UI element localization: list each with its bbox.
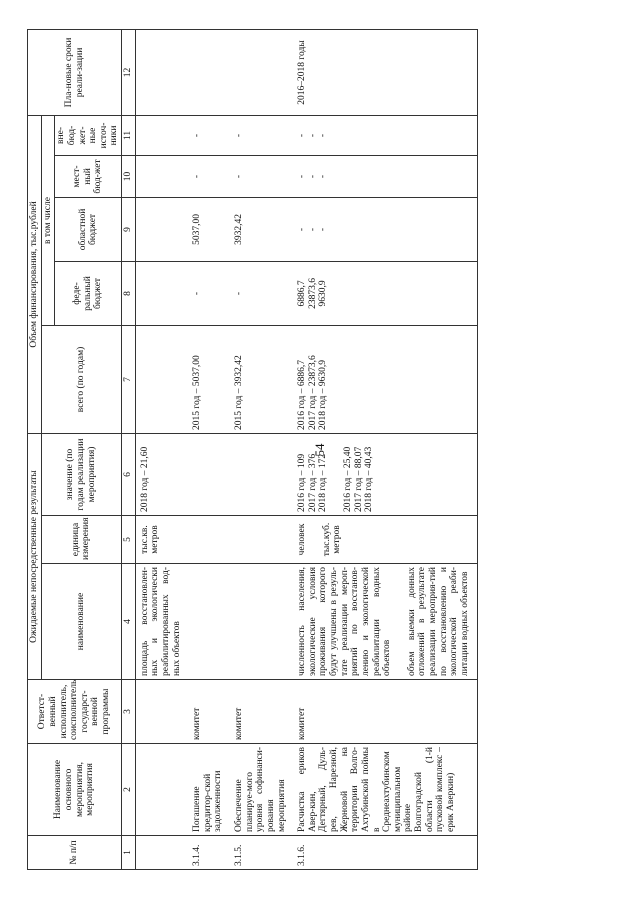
result-name: площадь восстановлен-ных и экологически реабилитированных вод-ных объектов (139, 567, 182, 676)
planned-terms-cell (135, 29, 188, 115)
result-value-cell (230, 433, 293, 515)
funding-regional-cell (135, 197, 188, 261)
table-row (293, 29, 477, 869)
responsible-executor (135, 680, 188, 744)
responsible-executor: комитет (188, 680, 230, 744)
result-value: 2017 год – 376 (307, 453, 318, 512)
funding-federal: 23873,6 (307, 278, 318, 309)
funding-local: - (318, 174, 329, 179)
header-including: в том числе (41, 115, 55, 325)
result-unit-cell (293, 516, 477, 564)
funding-regional-cell (230, 197, 293, 261)
result-name-cell (293, 564, 477, 680)
result-value: 2018 год – 172 (318, 453, 329, 512)
funding-local: - (307, 174, 318, 179)
funding-total-cell (188, 325, 230, 433)
funding-extra: - (297, 133, 308, 138)
column-number: 12 (122, 29, 136, 115)
result-value-cell (188, 433, 230, 515)
header-result-unit: единица измерения (41, 516, 121, 564)
column-number: 1 (122, 836, 136, 870)
program-activities-table (27, 29, 478, 870)
header-funding-volume: Объем финансирования, тыс.рублей (28, 115, 42, 433)
column-number: 2 (122, 744, 136, 836)
column-number: 11 (122, 115, 136, 155)
funding-total: 2015 год – 5037,00 (192, 355, 203, 430)
header-federal-budget: феде-ральный бюджет (55, 261, 122, 325)
funding-federal: 9630,9 (318, 280, 329, 307)
result-values (343, 437, 375, 512)
header-result-value: значение (по годам реализации мероприятия) (41, 433, 121, 515)
funding-regional-cell (188, 197, 230, 261)
header-extra-budget: вне-бюд-жет-ные источ-ники (55, 115, 122, 155)
funding-total-cell (293, 325, 477, 433)
column-number: 4 (122, 564, 136, 680)
activity-name: Погашение кредитор-ской задолженности (188, 744, 230, 836)
result-name-cell (135, 564, 188, 680)
funding-total: 2015 год – 3932,42 (234, 355, 244, 430)
result-value: 2017 год – 88,07 (353, 446, 364, 512)
result-name-cell (188, 564, 230, 680)
funding-federal-cell (293, 261, 477, 325)
planned-terms-cell (293, 29, 477, 115)
result-values (140, 437, 151, 512)
funding-federal: - (192, 291, 203, 296)
funding-total-cell (135, 325, 188, 433)
funding-total: 2017 год – 23873,6 (307, 355, 318, 430)
header-activity-name: Наименование основного мероприятия, мероприятия (28, 744, 122, 836)
funding-extra-cell (230, 115, 293, 155)
funding-federal-cell (230, 261, 293, 325)
funding-federal-cell (135, 261, 188, 325)
funding-total-cell (230, 325, 293, 433)
column-number: 5 (122, 516, 136, 564)
column-number: 8 (122, 261, 136, 325)
header-responsible: Ответст-венный исполнитель, соисполнитель государст-венной программы (28, 680, 122, 744)
result-unit: тыс.куб. метров (321, 522, 343, 557)
funding-extra-cell (293, 115, 477, 155)
funding-local: - (234, 174, 244, 179)
header-number: № п/п (28, 836, 122, 870)
planned-terms-cell (230, 29, 293, 115)
funding-regional: - (318, 227, 329, 232)
funding-extra: - (234, 133, 244, 138)
result-values (297, 437, 329, 512)
funding-local-cell (135, 155, 188, 197)
responsible-executor: комитет (230, 680, 293, 744)
activity-name: Обеспечение планируе-мого уровня софинанси-рования мероприятия (230, 744, 293, 836)
header-planned-terms: Пла-новые сроки реали-зации (28, 29, 122, 115)
table-row (135, 29, 188, 869)
funding-local-cell (188, 155, 230, 197)
header-funding-total: всего (по годам) (41, 325, 121, 433)
result-value: 2016 год – 109 (297, 453, 308, 512)
result-unit: тыс.кв. метров (139, 525, 161, 554)
planned-terms: 2016–2018 годы (297, 40, 308, 105)
result-unit: человек (297, 523, 308, 556)
funding-extra-cell (135, 115, 188, 155)
row-number: 3.1.6. (293, 836, 477, 870)
result-name: численность населения, экологические условия проживания которого будут улучшены в резуль-тате реализации мероп-риятий по восстанов-лению и экологической реабилитации водных объектов (297, 567, 393, 676)
funding-extra: - (318, 133, 329, 138)
funding-regional: 5037,00 (192, 214, 203, 245)
row-number (135, 836, 188, 870)
result-name-cell (230, 564, 293, 680)
funding-extra: - (192, 133, 203, 138)
page-number: 54 (312, 443, 327, 457)
result-unit-cell (135, 516, 188, 564)
table-row (230, 29, 293, 869)
funding-extra: - (307, 133, 318, 138)
funding-federal: 6886,7 (297, 280, 308, 307)
document-page (27, 30, 572, 870)
result-value: 2018 год – 21,60 (139, 446, 150, 512)
funding-regional: 3932,42 (234, 214, 244, 245)
row-number: 3.1.4. (188, 836, 230, 870)
funding-federal-cell (188, 261, 230, 325)
funding-local: - (297, 174, 308, 179)
funding-regional: - (307, 227, 318, 232)
funding-extra-cell (188, 115, 230, 155)
result-name: объем выемки донных отложений в результате реализации мероприя-тий по восстановлению и экологической реаби-литации водных объектов (406, 567, 470, 676)
result-unit-cell (230, 516, 293, 564)
header-result-name: наименование (41, 564, 121, 680)
result-value-cell (293, 433, 477, 515)
row-number: 3.1.5. (230, 836, 293, 870)
funding-local: - (192, 174, 203, 179)
header-expected-results: Ожидаемые непосредственные результаты (28, 433, 42, 679)
result-value: 2018 год – 40,43 (364, 446, 375, 512)
funding-regional: - (297, 227, 308, 232)
column-number: 10 (122, 155, 136, 197)
header-local-budget: мест-ный бюд-жет (55, 155, 122, 197)
result-value-cell (135, 433, 188, 515)
column-number: 9 (122, 197, 136, 261)
column-number: 7 (122, 325, 136, 433)
result-unit-cell (188, 516, 230, 564)
activity-name (135, 744, 188, 836)
funding-federal: - (234, 291, 244, 296)
funding-total: 2018 год – 9630,9 (318, 360, 329, 430)
table-row (188, 29, 230, 869)
funding-total: 2016 год – 6886,7 (297, 360, 308, 430)
result-value: 2016 год – 25,40 (343, 446, 353, 512)
funding-local-cell (293, 155, 477, 197)
planned-terms-cell (188, 29, 230, 115)
column-number: 3 (122, 680, 136, 744)
header-regional-budget: областной бюджет (55, 197, 122, 261)
responsible-executor: комитет (293, 680, 477, 744)
funding-regional-cell (293, 197, 477, 261)
activity-name: Расчистка ериков Авер-кин, Дегтярный, Дуль-рев, Нарезной, Жерновой на территории Волго-Ахтубинской поймы в Среднеахтубинском муниципальном районе Волгоградской области (1-й пусковой комплекс – ерик Аверкин) (293, 744, 477, 836)
funding-local-cell (230, 155, 293, 197)
column-number: 6 (122, 433, 136, 515)
